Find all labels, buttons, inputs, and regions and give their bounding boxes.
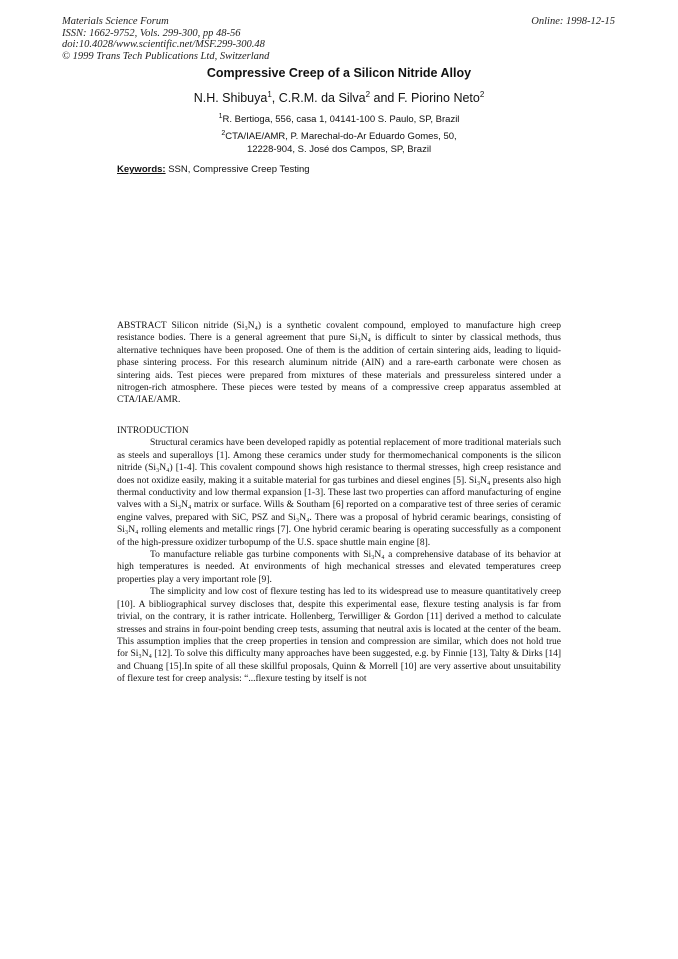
author-1-affil: 1 [267, 90, 272, 99]
issn-line: ISSN: 1662-9752, Vols. 299-300, pp 48-56 [62, 27, 241, 39]
section-heading: INTRODUCTION [117, 426, 189, 436]
author-2-affil: 2 [365, 90, 371, 99]
author-sep: and [370, 91, 398, 106]
author-3-affil: 2 [479, 90, 485, 99]
doi-line: doi:10.4028/www.scientific.net/MSF.299-300.48 [62, 39, 265, 50]
author-1: N.H. Shibuya [193, 91, 268, 106]
author-3: F. Piorino Neto [397, 91, 480, 106]
intro-paragraph-3: The simplicity and low cost of flexure testing has led to its widespread use to measure quantitatively creep [10]. A bibliographical survey discloses that, despite this experimental ease, flexure testing analysis is far from trivial, on the contrary, it is rather intricate. Hollenberg, Terwilliger & Gordon [11] derived a method to calculate stresses and strains in four-point bending creep tests, assuming that neutral axis is located at the center of the beam. This assumption implies that the creep properties in tension and compression are similar, which does not hold true for Si₃N₄ [12]. To solve this difficulty many approaches have been suggested, e.g. by Finnie [13], Talty & Dirks [14] and Chuang [15].In spite of all these skillful proposals, Quinn & Morrell [10] are very assertive about unsuitability of flexure test for creep analysis: “...flexure testing by itself is not [117, 587, 561, 685]
author-2: C.R.M. da Silva [278, 91, 366, 106]
author-list [0, 90, 678, 105]
online-date: Online: 1998-12-15 [531, 16, 615, 27]
paper-title: Compressive Creep of a Silicon Nitride Alloy [206, 66, 472, 80]
affiliation-1-num: 1 [218, 113, 223, 120]
affiliation-2-line2: 12228-904, S. José dos Campos, SP, Brazil [246, 144, 432, 156]
copyright-line: © 1999 Trans Tech Publications Ltd, Switzerland [62, 50, 270, 62]
journal-header [62, 16, 269, 62]
affiliation-1 [0, 110, 678, 126]
affiliation-2-num: 2 [221, 130, 226, 137]
intro-paragraph-1: Structural ceramics have been developed rapidly as potential replacement of more traditional materials such as steels and superalloys [1]. Among these ceramics under study for thermomechanical components is the silicon nitride (Si₃N₄) [1-4]. This covalent compound shows high resistance to thermal stresses, high creep resistance and does not oxidize easily, making it a suitable material for gas turbines and diesel engines [5]. Si₃N₄ presents also high thermal conductivity and low thermal expansion [1-3]. These last two properties can afford manufacturing of engine valves with a Si₃N₄ matrix or surface. Wills & Southam [6] reported on a comparative test of three series of ceramic engine valves, prepared with SiC, PSZ and Si₃N₄. There was a proposal of hybrid ceramic bearings, consisting of Si₃N₄ rolling elements and metallic rings [7]. One hybrid ceramic bearing is operating successfully as a component of the high-pressure oxidizer turbopump of the U.S. space shuttle main engine [8]. [117, 438, 561, 548]
abstract [117, 320, 561, 407]
journal-name: Materials Science Forum [62, 16, 169, 27]
introduction-section [117, 425, 561, 686]
author-sep: , [271, 91, 279, 106]
intro-paragraph-2: To manufacture reliable gas turbine components with Si₃N₄ a comprehensive database of its behavior at high temperatures is needed. At environments of high mechanical stresses and elevated temperatures creep properties play a very important role [9]. [117, 550, 561, 585]
keywords-label: Keywords: [117, 164, 166, 175]
keywords [117, 164, 310, 175]
affiliation-1-text: R. Bertioga, 556, casa 1, 04141-100 S. Paulo, SP, Brazil [222, 114, 460, 126]
abstract-text: ABSTRACT Silicon nitride (Si₃N₄) is a synthetic covalent compound, employed to manufacture high creep resistance bodies. There is a general agreement that pure Si₃N₄ is difficult to sinter by classical methods, thus alternative techniques have been proposed. One of them is the addition of certain sintering aids, leading to liquid-phase sintering process. For this research aluminum nitride (AlN) and a rare-earth carbonate were chosen as sintering aids. Test pieces were prepared from mixtures of these materials and pressureless sintered under a nitrogen-rich atmosphere. These pieces were tested by means of a compressive creep apparatus assembled at CTA/IAE/AMR. [117, 321, 561, 406]
keywords-text: SSN, Compressive Creep Testing [165, 164, 310, 175]
affiliation-2 [0, 127, 678, 156]
affiliation-2-line1: CTA/IAE/AMR, P. Marechal-do-Ar Eduardo Gomes, 50, [225, 131, 457, 143]
